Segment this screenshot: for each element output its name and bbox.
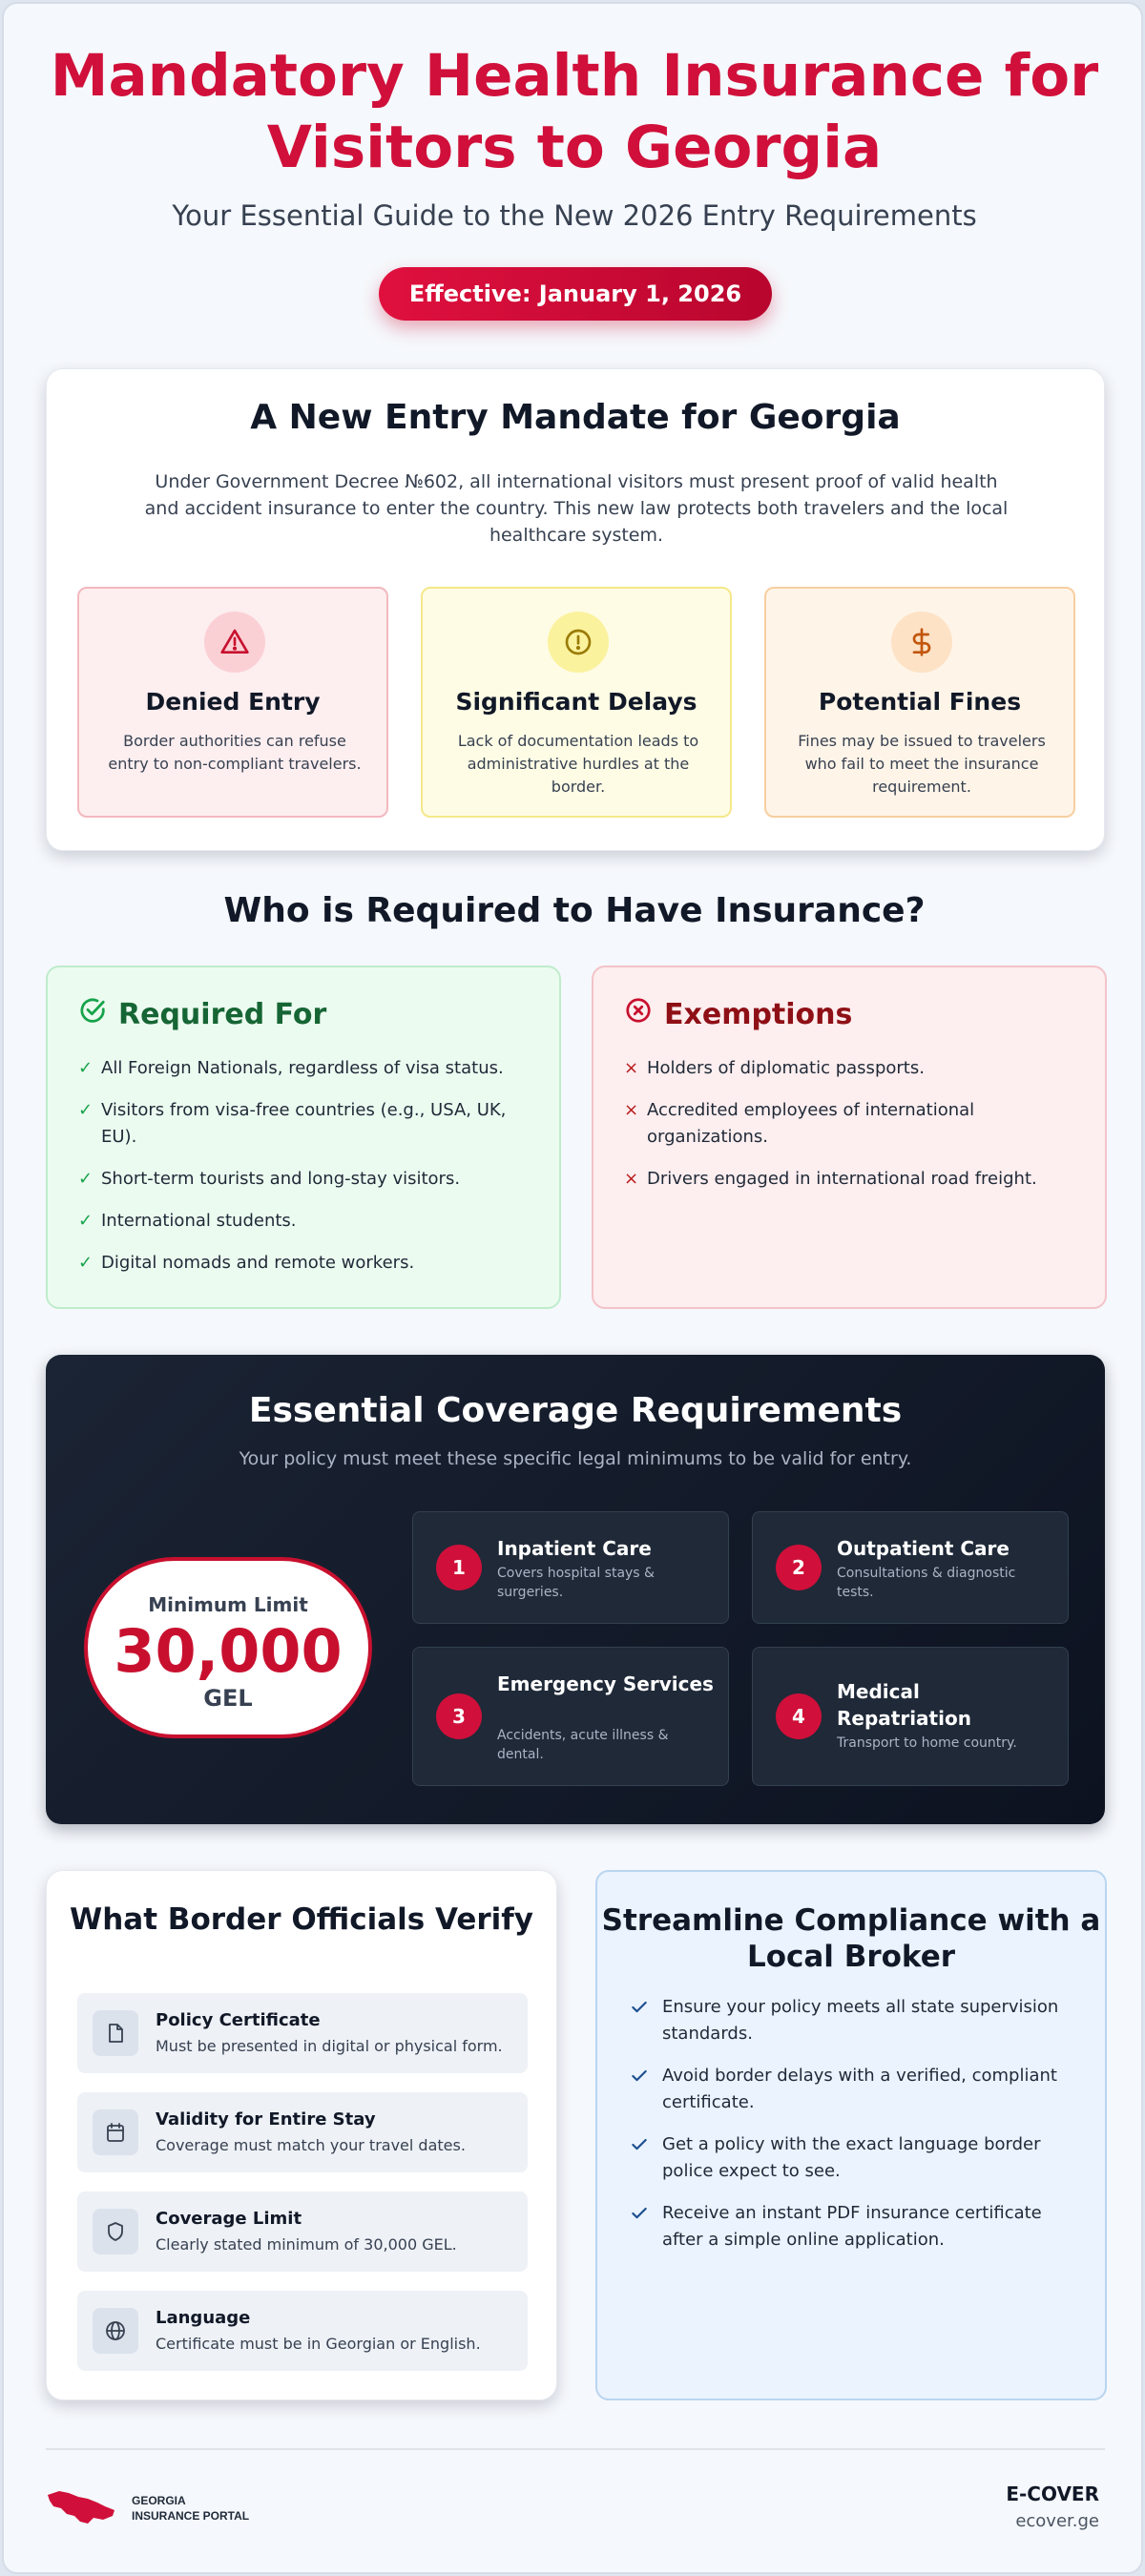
georgia-map-icon <box>46 2487 118 2529</box>
required-list <box>78 1055 527 1292</box>
page-title: Mandatory Health Insurance for Visitors to Georgia <box>50 42 1099 181</box>
list-item: × Accredited employees of international organizations. <box>624 1097 1072 1151</box>
check-icon: ✓ <box>78 1100 94 1120</box>
check-icon: ✓ <box>78 1211 94 1231</box>
x-icon: × <box>624 1169 639 1189</box>
limit-value: 30,000 <box>114 1616 343 1686</box>
broker-card <box>595 1870 1107 2400</box>
brand-site-link[interactable]: ecover.ge <box>1015 2511 1099 2531</box>
required-for-heading <box>78 996 326 1032</box>
verify-row-title: Coverage Limit <box>156 2209 302 2229</box>
check-icon <box>630 2135 649 2163</box>
verify-row-title: Policy Certificate <box>156 2010 321 2030</box>
coverage-item-outpatient <box>752 1511 1069 1624</box>
list-item: Avoid border delays with a verified, compliant certificate. <box>630 2063 1078 2116</box>
mandate-card <box>46 368 1105 851</box>
exemptions-list <box>624 1055 1072 1208</box>
list-item: ✓ Visitors from visa-free countries (e.g., USA, UK, EU). <box>78 1097 527 1151</box>
globe-icon <box>93 2308 138 2354</box>
limit-currency: GEL <box>203 1685 253 1712</box>
broker-list <box>630 1994 1078 2269</box>
coverage-item-title: Medical Repatriation <box>837 1680 971 1730</box>
infographic-page <box>2 2 1143 2574</box>
exemptions-heading <box>624 996 852 1032</box>
footer-divider <box>46 2448 1105 2450</box>
coverage-section <box>46 1355 1105 1824</box>
coverage-item-text: Transport to home country. <box>837 1735 1017 1751</box>
x-icon: × <box>624 1100 639 1120</box>
risk-title: Significant Delays <box>455 688 697 716</box>
coverage-item-inpatient <box>412 1511 729 1624</box>
risk-card-potential-fines <box>764 587 1075 818</box>
calendar-icon <box>93 2109 138 2155</box>
coverage-item-title: Inpatient Care <box>497 1537 652 1560</box>
brand-name: E-COVER <box>1006 2483 1099 2505</box>
verify-row-text: Certificate must be in Georgian or English. <box>156 2335 481 2353</box>
effective-date-badge: Effective: January 1, 2026 <box>379 267 772 321</box>
mandate-intro: Under Government Decree №602, all international visitors must present proof of valid health and accident insurance to enter the country. This new law protects both travelers and the local healthcare system. <box>144 471 1009 546</box>
verify-row-title: Validity for Entire Stay <box>156 2109 376 2129</box>
list-item: ✓ Digital nomads and remote workers. <box>78 1250 527 1277</box>
verify-row-text: Clearly stated minimum of 30,000 GEL. <box>156 2235 457 2254</box>
who-title: Who is Required to Have Insurance? <box>223 891 926 930</box>
verify-row-coverage-limit <box>77 2192 528 2272</box>
list-item: Receive an instant PDF insurance certificate after a simple online application. <box>630 2200 1078 2254</box>
warning-icon <box>204 612 265 673</box>
mandate-title: A New Entry Mandate for Georgia <box>250 398 901 437</box>
check-icon <box>630 2204 649 2232</box>
coverage-number: 1 <box>436 1545 482 1590</box>
risk-title: Potential Fines <box>818 688 1022 716</box>
list-item: × Holders of diplomatic passports. <box>624 1055 1072 1082</box>
georgia-insurance-portal-logo[interactable] <box>46 2487 249 2529</box>
x-circle-icon <box>624 996 653 1032</box>
check-circle-icon <box>78 996 107 1032</box>
coverage-title: Essential Coverage Requirements <box>248 1391 903 1430</box>
coverage-number: 4 <box>776 1693 822 1739</box>
check-icon: ✓ <box>78 1253 94 1273</box>
coverage-item-emergency <box>412 1647 729 1786</box>
check-icon <box>630 2067 649 2094</box>
verify-row-policy-certificate <box>77 1993 528 2073</box>
verify-row-text: Must be presented in digital or physical form. <box>156 2037 503 2055</box>
logo-line-1: GEORGIA <box>132 2494 186 2507</box>
verify-row-language <box>77 2291 528 2371</box>
coverage-subtitle: Your policy must meet these specific legal minimums to be valid for entry. <box>239 1448 912 1469</box>
verify-title: What Border Officials Verify <box>70 1902 533 1937</box>
risk-text: Fines may be issued to travelers who fail to meet the insurance requirement. <box>798 732 1046 796</box>
check-icon <box>630 1998 649 2025</box>
list-item: ✓ International students. <box>78 1208 527 1235</box>
coverage-item-text: Covers hospital stays & surgeries. <box>497 1566 655 1600</box>
list-item: × Drivers engaged in international road freight. <box>624 1166 1072 1193</box>
x-icon: × <box>624 1058 639 1078</box>
list-item: Ensure your policy meets all state supervision standards. <box>630 1994 1078 2047</box>
limit-label: Minimum Limit <box>148 1593 308 1616</box>
exemptions-title: Exemptions <box>664 997 853 1031</box>
required-for-title: Required For <box>118 997 327 1031</box>
border-verify-card <box>46 1870 557 2400</box>
coverage-item-text: Consultations & diagnostic tests. <box>837 1566 1016 1600</box>
risk-card-significant-delays <box>421 587 732 818</box>
page-subtitle: Your Essential Guide to the New 2026 Entry Requirements <box>172 199 977 232</box>
risk-title: Denied Entry <box>145 688 321 716</box>
dollar-icon <box>891 612 952 673</box>
broker-title: Streamline Compliance with a Local Broker <box>601 1903 1101 1974</box>
check-icon: ✓ <box>78 1058 94 1078</box>
risk-card-denied-entry <box>77 587 388 818</box>
logo-line-2: INSURANCE PORTAL <box>132 2509 250 2523</box>
verify-row-text: Coverage must match your travel dates. <box>156 2136 466 2154</box>
risk-text: Lack of documentation leads to administrative hurdles at the border. <box>457 732 699 796</box>
logo-text <box>132 2493 249 2524</box>
shield-icon <box>93 2209 138 2254</box>
coverage-number: 2 <box>776 1545 822 1590</box>
list-item: Get a policy with the exact language border police expect to see. <box>630 2131 1078 2185</box>
required-for-card <box>46 966 561 1309</box>
coverage-number: 3 <box>436 1693 482 1739</box>
brand-block <box>1006 2483 1099 2531</box>
alert-circle-icon <box>548 612 609 673</box>
exemptions-card <box>592 966 1107 1309</box>
verify-row-validity <box>77 2092 528 2172</box>
check-icon: ✓ <box>78 1169 94 1189</box>
list-item: ✓ Short-term tourists and long-stay visitors. <box>78 1166 527 1193</box>
verify-row-title: Language <box>156 2308 251 2328</box>
list-item: ✓ All Foreign Nationals, regardless of visa status. <box>78 1055 527 1082</box>
coverage-item-text: Accidents, acute illness & dental. <box>497 1728 669 1762</box>
coverage-item-repatriation <box>752 1647 1069 1786</box>
risk-text: Border authorities can refuse entry to non-compliant travelers. <box>108 732 362 773</box>
minimum-limit-badge <box>84 1557 372 1738</box>
document-icon <box>93 2010 138 2056</box>
coverage-item-title: Emergency Services <box>497 1672 714 1695</box>
coverage-item-title: Outpatient Care <box>837 1537 1010 1560</box>
